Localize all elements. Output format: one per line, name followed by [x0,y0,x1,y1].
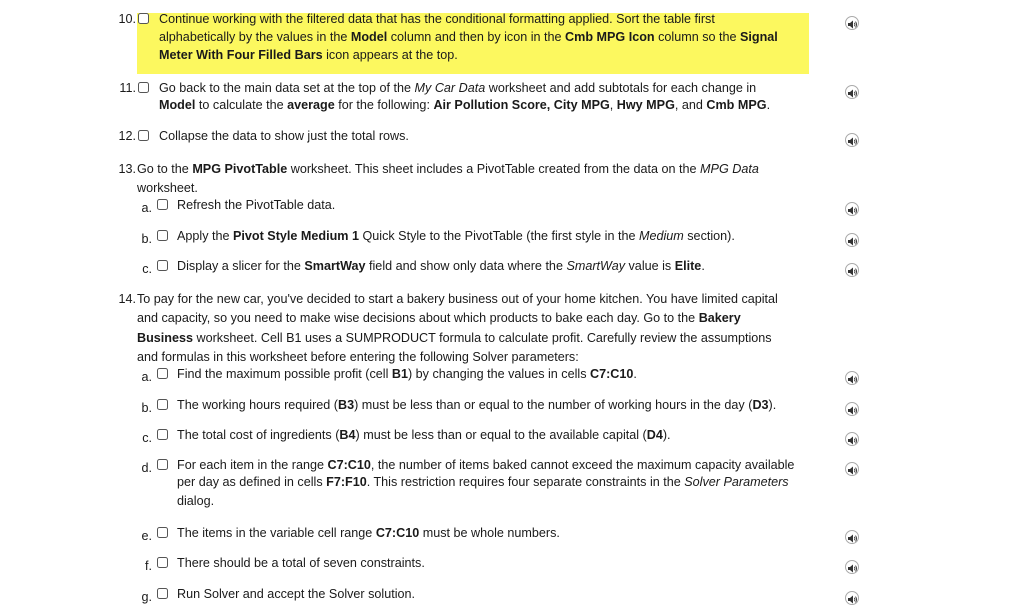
text-segment: B4 [339,428,356,442]
text-segment: ) must be less than or equal to the available capital ( [355,428,647,442]
text-segment: B1 [391,367,408,381]
text-segment: , and [674,98,707,112]
text-segment: C7:C10 [327,458,371,472]
text-segment: alphabetically by the values in the [159,30,351,44]
text-segment: worksheet and add subtotals for each change in [485,81,757,95]
text-segment: average [287,98,335,112]
text-segment: dialog. [177,494,215,508]
audio-button[interactable] [845,560,859,574]
speaker-icon [848,137,858,146]
text-segment: There should be a total of seven constraints. [177,556,425,570]
text-segment: D4 [646,428,663,442]
audio-button[interactable] [845,263,859,277]
text-segment: SmartWay [304,259,366,273]
substep-text-line [177,554,425,572]
substep-text-line [177,492,214,510]
substep-checkbox[interactable] [157,399,168,410]
step-intro-line [137,329,772,347]
substep-text-line [177,396,776,414]
text-segment: Bakery [698,311,741,325]
substep-checkbox[interactable] [157,459,168,470]
text-segment: section). [683,229,735,243]
step-intro-line [137,348,579,366]
text-segment: and capacity, so you need to make wise decisions about which products to bake each day. Go to the [137,311,699,325]
speaker-icon [848,206,858,215]
text-segment: MPG PivotTable [192,162,288,176]
audio-button[interactable] [845,371,859,385]
speaker-icon [848,564,858,573]
step-intro-line [137,160,759,178]
speaker-icon [848,466,858,475]
speaker-icon [848,375,858,384]
text-segment: To pay for the new car, you've decided to start a bakery business out of your home kitchen. You have limited capital [137,292,778,306]
text-segment: . [633,367,637,381]
speaker-icon [848,595,858,604]
text-segment: Collapse the data to show just the total rows. [159,129,409,143]
text-segment: ). [662,428,671,442]
text-segment: Air Pollution Score, City MPG [433,98,610,112]
substep-checkbox[interactable] [157,199,168,210]
text-segment: Medium [638,229,684,243]
substep-letter: e. [141,529,152,543]
step-text-line [159,46,458,64]
substep-text-line [177,365,637,383]
step-number: 14. [118,292,136,306]
step-text-line [159,96,770,114]
text-segment: to calculate the [195,98,288,112]
substep-checkbox[interactable] [157,527,168,538]
text-segment: Meter With Four Filled Bars [159,48,323,62]
audio-button[interactable] [845,530,859,544]
substep-letter: g. [141,590,152,604]
text-segment: for the following: [334,98,434,112]
text-segment: and formulas in this worksheet before entering the following Solver parameters: [137,350,579,364]
audio-button[interactable] [845,462,859,476]
step-number: 13. [118,162,136,176]
text-segment: For each item in the range [177,458,328,472]
substep-letter: c. [142,262,152,276]
text-segment: Model [159,98,196,112]
text-segment: Business [137,331,193,345]
audio-button[interactable] [845,432,859,446]
step-text-line [159,28,778,46]
text-segment: per day as defined in cells [177,475,327,489]
text-segment: F7:F10 [326,475,367,489]
audio-button[interactable] [845,85,859,99]
speaker-icon [848,436,858,445]
text-segment: SmartWay [566,259,626,273]
audio-button[interactable] [845,202,859,216]
text-segment: Go to the [137,162,193,176]
step-intro-line [137,309,741,327]
text-segment: worksheet. This sheet includes a PivotTable created from the data on the [287,162,701,176]
step-number: 11. [119,81,136,95]
text-segment: Cmb MPG Icon [565,30,655,44]
text-segment: ). [768,398,777,412]
step-number: 12. [118,129,136,143]
text-segment: ) by changing the values in cells [407,367,590,381]
substep-text-line [177,585,415,603]
text-segment: D3 [752,398,769,412]
text-segment: field and show only data where the [365,259,567,273]
text-segment: MPG Data [700,162,759,176]
text-segment: Model [350,30,388,44]
substep-text-line [177,456,794,474]
text-segment: Pivot Style Medium 1 [233,229,359,243]
step-intro-line [137,179,198,197]
audio-button[interactable] [845,591,859,605]
step-number: 10. [118,12,136,26]
step-intro-line [137,290,778,308]
substep-letter: a. [141,201,152,215]
substep-checkbox[interactable] [157,557,168,568]
audio-button[interactable] [845,233,859,247]
text-segment: My Car Data [414,81,486,95]
substep-letter: c. [142,431,152,445]
text-segment: The items in the variable cell range [177,526,376,540]
text-segment: Continue working with the filtered data that has the conditional formatting applied. Sort the table first [159,12,715,26]
step-text-line [159,127,409,145]
text-segment: Find the maximum possible profit (cell [177,367,392,381]
text-segment: column so the [654,30,741,44]
substep-text-line [177,524,560,542]
substep-checkbox[interactable] [157,260,168,271]
substep-checkbox[interactable] [157,588,168,599]
text-segment: C7:C10 [590,367,634,381]
text-segment: , [609,98,617,112]
speaker-icon [848,89,858,98]
speaker-icon [848,237,858,246]
text-segment: Go back to the main data set at the top of the [159,81,415,95]
substep-checkbox[interactable] [157,429,168,440]
substep-letter: b. [141,401,152,415]
substep-text-line [177,227,735,245]
text-segment: worksheet. Cell B1 uses a SUMPRODUCT formula to calculate profit. Carefully review the assumptions [193,331,772,345]
substep-text-line [177,426,671,444]
text-segment: Quick Style to the PivotTable (the first style in the [358,229,639,243]
substep-letter: d. [141,461,152,475]
text-segment: . [701,259,705,273]
text-segment: , the number of items baked cannot exceed the maximum capacity available [370,458,795,472]
text-segment: Display a slicer for the [177,259,305,273]
substep-text-line [177,196,335,214]
step-checkbox[interactable] [138,13,149,24]
text-segment: Run Solver and accept the Solver solution. [177,587,416,601]
step-text-line [159,79,756,97]
substep-text-line [177,257,705,275]
step-checkbox[interactable] [138,82,149,93]
step-checkbox[interactable] [138,130,149,141]
substep-checkbox[interactable] [157,368,168,379]
speaker-icon [848,20,858,29]
audio-button[interactable] [845,133,859,147]
text-segment: column and then by icon in the [387,30,566,44]
text-segment: value is [625,259,675,273]
text-segment: worksheet. [137,181,198,195]
substep-letter: a. [141,370,152,384]
text-segment: B3 [338,398,355,412]
substep-checkbox[interactable] [157,230,168,241]
text-segment: . This restriction requires four separate constraints in the [366,475,685,489]
text-segment: Apply the [177,229,234,243]
text-segment: . [766,98,771,112]
text-segment: icon appears at the top. [322,48,458,62]
substep-letter: f. [145,559,152,573]
audio-button[interactable] [845,402,859,416]
substep-letter: b. [141,232,152,246]
text-segment: The working hours required ( [177,398,338,412]
text-segment: must be whole numbers. [419,526,560,540]
speaker-icon [848,534,858,543]
substep-text-line [177,473,789,491]
text-segment: Solver Parameters [684,475,789,489]
text-segment: Hwy MPG [616,98,675,112]
text-segment: C7:C10 [375,526,420,540]
text-segment: Cmb MPG [706,98,767,112]
text-segment: Elite [674,259,702,273]
speaker-icon [848,267,858,276]
text-segment: Signal [740,30,778,44]
speaker-icon [848,406,858,415]
text-segment: ) must be less than or equal to the number of working hours in the day ( [354,398,753,412]
text-segment: The total cost of ingredients ( [177,428,340,442]
audio-button[interactable] [845,16,859,30]
text-segment: Refresh the PivotTable data. [177,198,336,212]
step-text-line [159,10,715,28]
